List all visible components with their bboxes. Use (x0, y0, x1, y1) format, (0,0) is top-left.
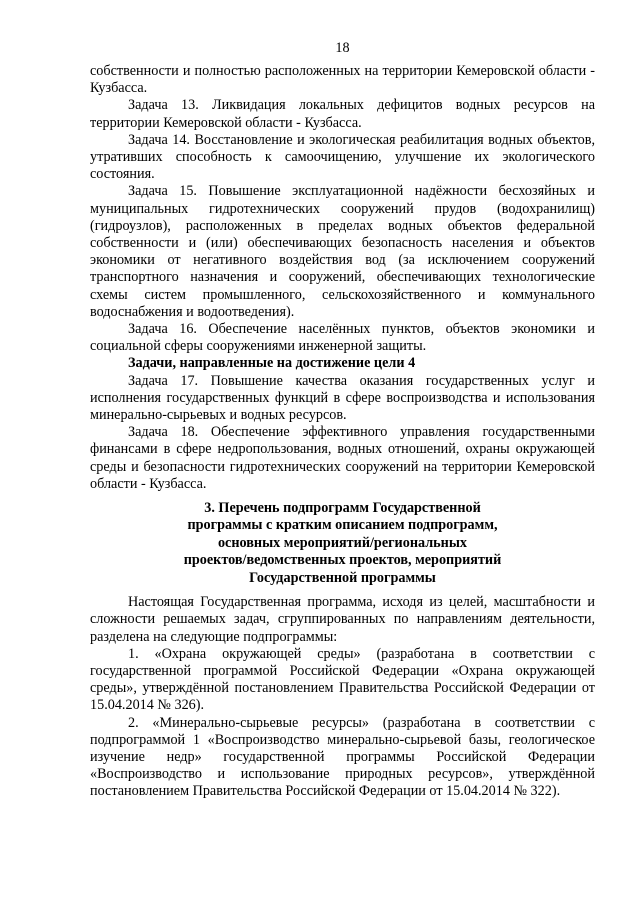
section-heading (90, 500, 595, 587)
page-number: 18 (335, 40, 350, 56)
document-page (90, 40, 595, 801)
section-heading-line: Государственной программы (249, 569, 436, 586)
paragraph-task-13: Задача 13. Ликвидация локальных дефицитов водных ресурсов на территории Кемеровской области - Кузбасса. (90, 97, 595, 131)
paragraph-continuation: собственности и полностью расположенных на территории Кемеровской области - Кузбасса. (90, 63, 595, 97)
paragraph-task-15: Задача 15. Повышение эксплуатационной надёжности бесхозяйных и муниципальных гидротехнических сооружений прудов (водохранилищ) (гидроузлов), расположенных в пределах водных объектов федеральной собственности и (или) обеспечивающих безопасность населения и объектов экономики от негативного воздействия вод (за исключением сооружений транспортного назначения и сооружений, обеспечивающих технологические схемы систем промышленного, сельскохозяйственного и коммунального водоснабжения и водоотведения). (90, 183, 595, 320)
section-heading-line: проектов/ведомственных проектов, мероприятий (183, 552, 502, 569)
paragraph-task-18: Задача 18. Обеспечение эффективного управления государственными финансами в сфере недропользования, водных отношений, охраны окружающей среды и безопасности гидротехнических сооружений на территории Кемеровской области - Кузбасса. (90, 424, 595, 492)
paragraph-task-16: Задача 16. Обеспечение населённых пунктов, объектов экономики и социальной сферы сооружениями инженерной защиты. (90, 321, 595, 355)
paragraph-intro-subprograms: Настоящая Государственная программа, исходя из целей, масштабности и сложности решаемых задач, сгруппированных по направлениям деятельности, разделена на следующие подпрограммы: (90, 594, 595, 645)
section-heading-line: основных мероприятий/региональных (217, 534, 468, 551)
paragraph-subprogram-1: 1. «Охрана окружающей среды» (разработана в соответствии с государственной программой Российской Федерации «Охрана окружающей среды», утверждённой постановлением Правительства Российской Федерации от 15.04.2014 № 326). (90, 645, 595, 714)
paragraph-subprogram-2: 2. «Минерально-сырьевые ресурсы» (разработана в соответствии с подпрограммой 1 «Воспроизводство минерально-сырьевой базы, геологическое изучение недр» государственной программы Российской Федерации «Воспроизводство и использование природных ресурсов», утверждённой постановлением Правительства Российской Федерации от 15.04.2014 № 322). (90, 714, 595, 800)
paragraph-task-17: Задача 17. Повышение качества оказания государственных услуг и исполнения государственных функций в сфере воспроизводства и использования минерально-сырьевых и водных ресурсов. (90, 372, 595, 424)
subheading-goal-4: Задачи, направленные на достижение цели 4 (128, 355, 416, 372)
paragraph-task-14: Задача 14. Восстановление и экологическая реабилитация водных объектов, утративших способность к самоочищению, улучшение их экологического состояния. (90, 131, 595, 183)
section-heading-line: 3. Перечень подпрограмм Государственной (204, 500, 481, 517)
section-heading-line: программы с кратким описанием подпрограмм, (187, 517, 498, 534)
